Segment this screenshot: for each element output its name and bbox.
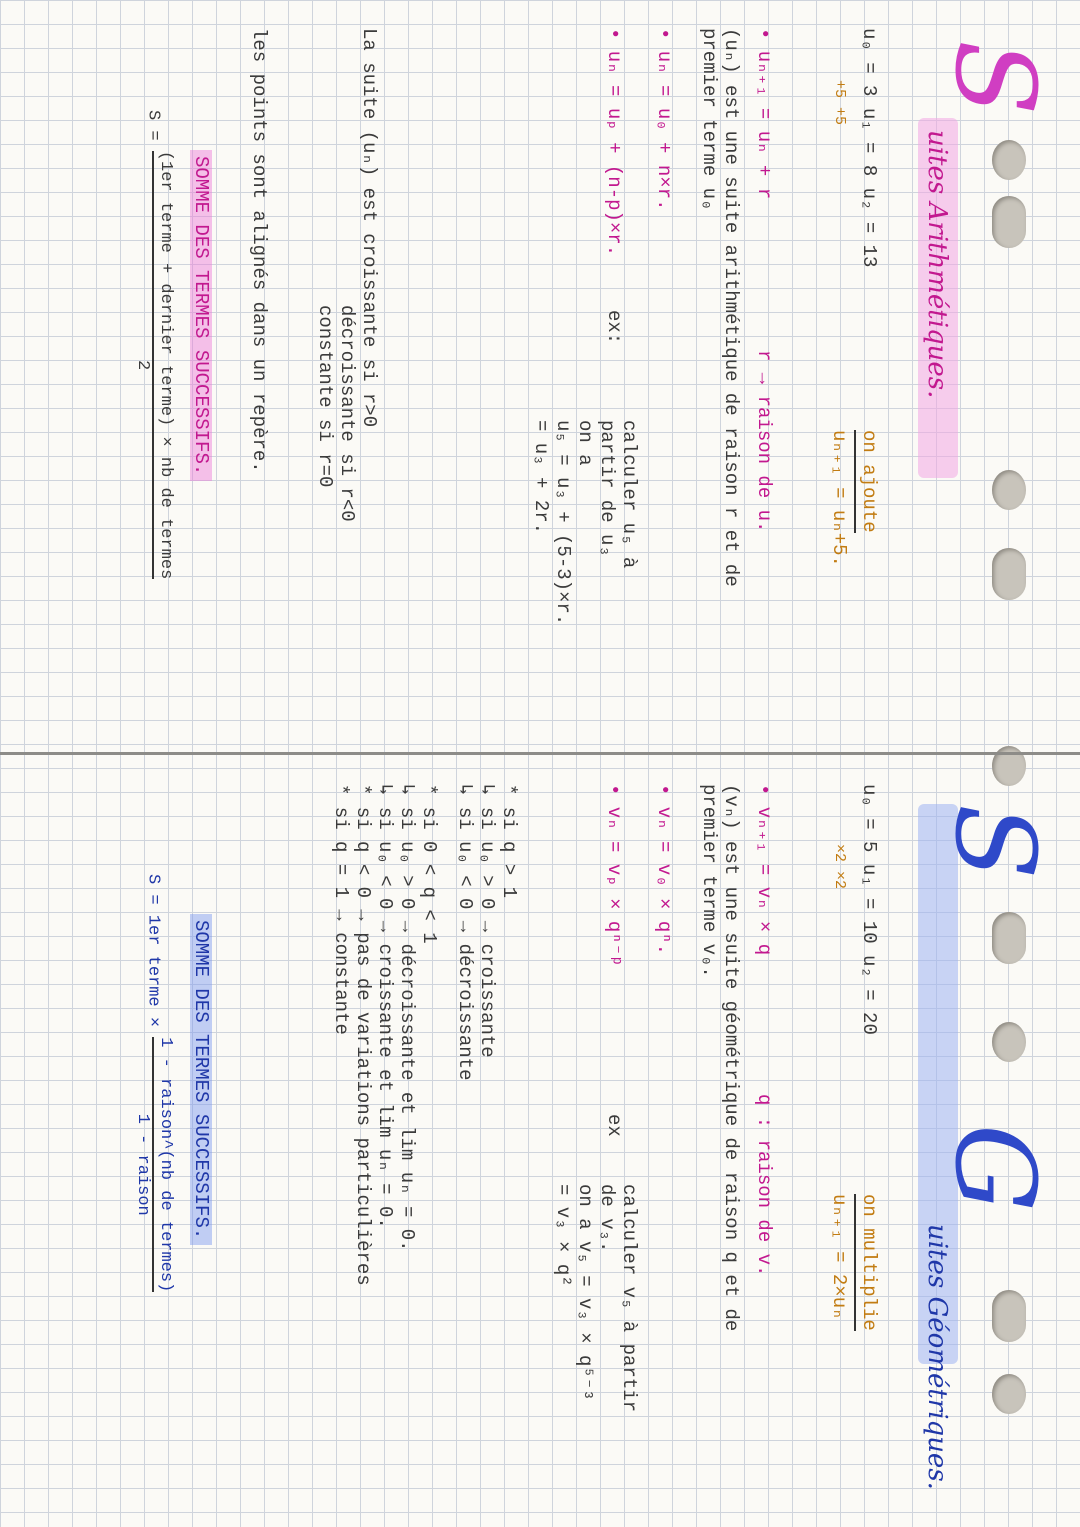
arithmetic-section bbox=[0, 0, 1080, 763]
example-line1: calculer v₅ à partir bbox=[618, 1184, 640, 1413]
sum-heading: SOMME DES TERMES SUCCESSIFS. bbox=[190, 914, 212, 1245]
step-labels: ×2 ×2 bbox=[831, 844, 848, 890]
title-initial-g: G bbox=[931, 1124, 1059, 1212]
case-q-neg: * si q < 0 → pas de variations particulières bbox=[352, 784, 374, 1286]
step-labels: +5 +5 bbox=[831, 80, 848, 126]
monotonic-line1: La suite (uₙ) est croissante si r>0 bbox=[358, 28, 380, 428]
case-q-between-b: ↳ si u₀ < 0 → croissante et lim uₙ = 0. bbox=[374, 784, 396, 1229]
example-line5: = u₃ + 2r. bbox=[530, 420, 552, 535]
rule-label: on ajoute bbox=[858, 430, 880, 533]
rule-formula: uₙ₊₁ = uₙ+5. bbox=[828, 430, 850, 567]
recurrence: • vₙ₊₁ = vₙ × q bbox=[753, 784, 775, 956]
definition-line2: premier terme u₀ bbox=[698, 28, 720, 211]
rule-label: on multiplie bbox=[858, 1194, 880, 1331]
example-line3: on a bbox=[574, 420, 596, 466]
title: uites Arithmétiques. bbox=[922, 130, 952, 399]
sum-formula: S = (1er terme + dernier terme) × nb de termes 2 bbox=[133, 110, 175, 580]
example-line3: on a v₅ = v₃ × q⁵⁻³ bbox=[574, 1184, 596, 1401]
example-label: ex: bbox=[603, 310, 625, 345]
explicit-formula: • vₙ = v₀ × qⁿ. bbox=[653, 784, 675, 956]
geometric-section bbox=[0, 764, 1080, 1527]
recurrence: • uₙ₊₁ = uₙ + r bbox=[753, 28, 775, 200]
definition-line1: (uₙ) est une suite arithmétique de raison r et de bbox=[720, 28, 742, 587]
aligned-points: les points sont alignés dans un repère. bbox=[248, 28, 270, 473]
title-initial-s: S bbox=[931, 804, 1059, 880]
case-q-between-a: ↳ si u₀ > 0 → décroissante et lim uₙ = 0. bbox=[396, 784, 418, 1252]
case-q-gt-1: * si q > 1 bbox=[498, 784, 520, 899]
monotonic-line3: constante si r=0 bbox=[314, 305, 336, 488]
example-terms: u₀ = 5 u₁ = 10 u₂ = 20 bbox=[858, 784, 880, 1035]
general-formula: • vₙ = vₚ × qⁿ⁻ᵖ bbox=[603, 784, 625, 967]
definition-line1: (vₙ) est une suite géométrique de raison q et de bbox=[720, 784, 742, 1332]
rule-formula: uₙ₊₁ = 2×uₙ bbox=[828, 1194, 850, 1320]
monotonic-line2: décroissante si r<0 bbox=[336, 305, 358, 522]
title: uites Géométriques. bbox=[922, 1224, 952, 1490]
sum-formula: S = 1er terme × 1 - raison^(nb de termes) 1 - raison bbox=[133, 874, 175, 1293]
case-q-between: * si 0 < q < 1 bbox=[418, 784, 440, 944]
example-label: ex bbox=[603, 1114, 625, 1137]
case-q-gt-1-a: ↳ si u₀ > 0 → croissante bbox=[476, 784, 498, 1058]
title-initial: S bbox=[931, 40, 1059, 116]
general-formula: • uₙ = uₚ + (n-p)×r. bbox=[603, 28, 625, 257]
reason-note: r → raison de u. bbox=[753, 350, 775, 533]
example-line1: calculer u₅ à bbox=[618, 420, 640, 569]
case-q-neg-b: * si q = 1 → constante bbox=[330, 784, 352, 1035]
example-line2: partir de u₃ bbox=[596, 420, 618, 557]
reason-note: q : raison de v. bbox=[753, 1094, 775, 1277]
example-line2: de v₃. bbox=[596, 1184, 618, 1253]
case-q-gt-1-b: ↳ si u₀ < 0 → décroissante bbox=[454, 784, 476, 1081]
definition-line2: premier terme v₀. bbox=[698, 784, 720, 978]
example-line4: = v₃ × q² bbox=[552, 1184, 574, 1287]
example-line4: u₅ = u₃ + (5-3)×r. bbox=[552, 420, 574, 626]
sum-heading: SOMME DES TERMES SUCCESSIFS. bbox=[190, 150, 212, 481]
example-terms: u₀ = 3 u₁ = 8 u₂ = 13 bbox=[858, 28, 880, 268]
explicit-formula: • uₙ = u₀ + n×r. bbox=[653, 28, 675, 211]
